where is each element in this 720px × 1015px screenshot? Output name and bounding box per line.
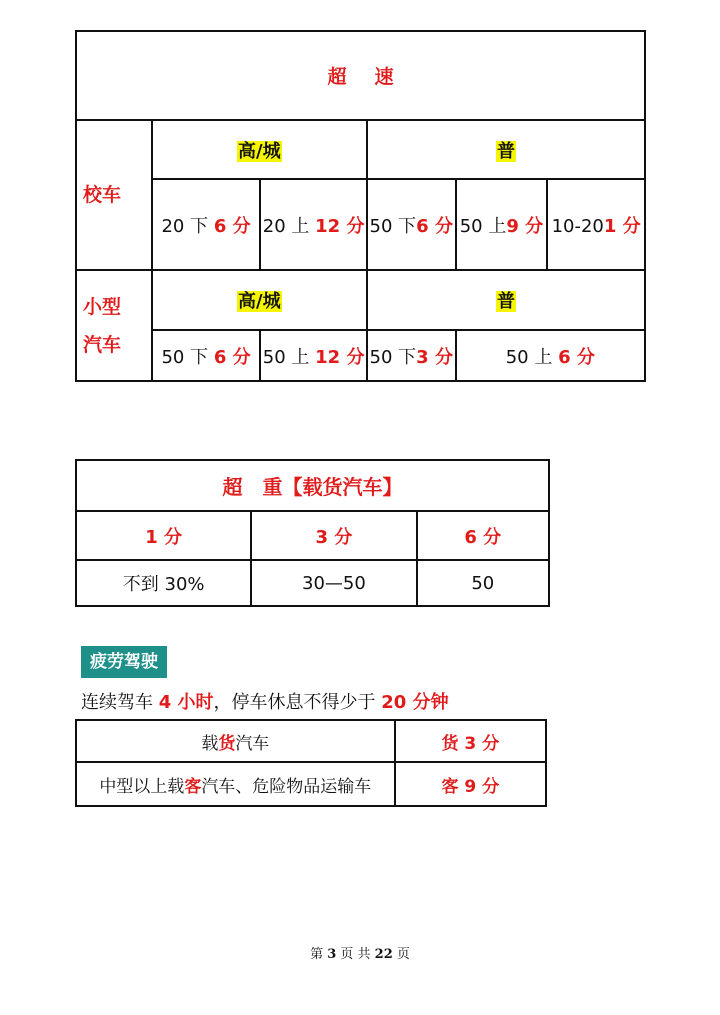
school-bus-normal-header: 普	[367, 120, 645, 179]
small-car-cell: 50 上 12 分	[260, 330, 367, 381]
fatigue-section-tag: 疲劳驾驶	[81, 646, 167, 678]
fatigue-vehicle-type: 中型以上载客汽车、危险物品运输车	[76, 762, 395, 806]
fatigue-rule-text: 连续驾车 4 小时，停车休息不得少于 20 分钟	[81, 692, 449, 713]
small-car-cell: 50 下3 分	[367, 330, 456, 381]
fatigue-vehicle-type: 载货汽车	[76, 720, 395, 762]
speeding-table	[75, 30, 646, 382]
small-car-label: 小型 汽车	[76, 270, 152, 381]
fatigue-points: 客 9 分	[395, 762, 546, 806]
school-bus-cell: 20 上 12 分	[260, 179, 367, 270]
school-bus-label: 校车	[76, 120, 152, 270]
school-bus-cell: 10-201 分	[547, 179, 645, 270]
overload-value: 不到 30%	[76, 560, 251, 606]
school-bus-cell: 50 上9 分	[456, 179, 548, 270]
overload-table	[75, 459, 550, 607]
small-car-cell: 50 下 6 分	[152, 330, 261, 381]
fatigue-points: 货 3 分	[395, 720, 546, 762]
fatigue-table	[75, 719, 547, 807]
overload-value: 30—50	[251, 560, 416, 606]
school-bus-highway-header: 高/城	[152, 120, 367, 179]
overload-header: 3 分	[251, 511, 416, 560]
overload-title: 超 重【载货汽车】	[76, 460, 549, 511]
small-car-cell: 50 上 6 分	[456, 330, 645, 381]
page-footer: 第 3 页 共 22 页	[310, 947, 410, 962]
overload-header: 1 分	[76, 511, 251, 560]
overload-header: 6 分	[417, 511, 549, 560]
overload-value: 50	[417, 560, 549, 606]
school-bus-cell: 50 下6 分	[367, 179, 456, 270]
school-bus-cell: 20 下 6 分	[152, 179, 261, 270]
small-car-highway-header: 高/城	[152, 270, 367, 330]
small-car-normal-header: 普	[367, 270, 645, 330]
speeding-title: 超 速	[76, 31, 645, 120]
